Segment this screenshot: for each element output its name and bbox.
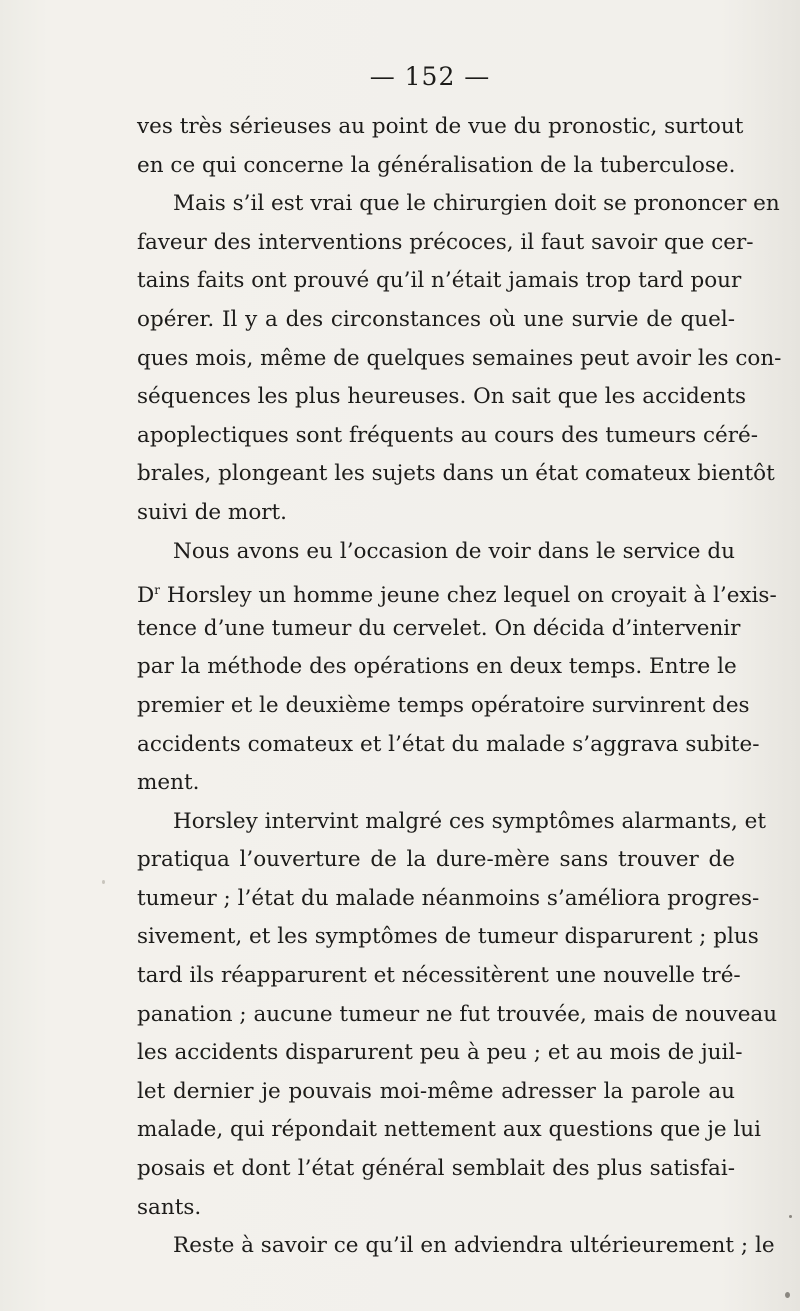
text-line-rest: Horsley un homme jeune chez lequel on croyait à l’exis- (166, 583, 777, 609)
text-line: Nous avons eu l’occasion de voir dans le service du (173, 538, 735, 564)
text-line: tard ils réapparurent et nécessitèrent une nouvelle tré- (137, 963, 741, 989)
text-line: sivement, et les symptômes de tumeur disparurent ; plus (137, 924, 759, 950)
text-line (137, 571, 777, 610)
text-line: Mais s’il est vrai que le chirurgien doit se prononcer en (173, 191, 780, 217)
text-line: séquences les plus heureuses. On sait que les accidents (137, 384, 747, 410)
paper-speck (785, 1292, 790, 1298)
text-line: les accidents disparurent peu à peu ; et au mois de juil- (137, 1040, 743, 1066)
text-line: ves très sérieuses au point de vue du pronostic, surtout (137, 114, 744, 139)
page-number: — 152 — (369, 62, 491, 91)
text-line: tains faits ont prouvé qu’il n’était jamais trop tard pour (137, 268, 742, 294)
text-line: posais et dont l’état général semblait des plus satisfai- (137, 1156, 735, 1182)
paper-speck (789, 1215, 792, 1218)
text-line: let dernier je pouvais moi-même adresser la parole au (137, 1078, 735, 1104)
text-line: faveur des interventions précoces, il faut savoir que cer- (137, 229, 754, 255)
text-line: suivi de mort. (137, 499, 288, 525)
text-line: panation ; aucune tumeur ne fut trouvée, mais de nouveau (137, 1001, 778, 1027)
text-line: accidents comateux et l’état du malade s’aggrava subite- (137, 731, 760, 757)
text-line: Reste à savoir ce qu’il en adviendra ultérieurement ; le (173, 1233, 775, 1259)
text-line: tence d’une tumeur du cervelet. On décida d’intervenir (137, 615, 741, 641)
text-line: pratiqua l’ouverture de la dure-mère sans trouver de (137, 847, 735, 873)
text-line: sants. (137, 1194, 202, 1220)
text-line: brales, plongeant les sujets dans un état comateux bientôt (137, 461, 775, 487)
text-line: en ce qui concerne la généralisation de la tuberculose. (137, 152, 736, 178)
text-line: ment. (137, 770, 200, 796)
body-text (137, 108, 782, 1266)
text-line: par la méthode des opérations en deux temps. Entre le (137, 654, 737, 680)
text-line: premier et le deuxième temps opératoire survinrent des (137, 692, 750, 718)
doctor-abbrev-sup: r (154, 583, 160, 598)
text-line: ques mois, même de quelques semaines peut avoir les con- (137, 345, 782, 371)
text-line: apoplectiques sont fréquents au cours des tumeurs céré- (137, 422, 759, 448)
text-line: opérer. Il y a des circonstances où une survie de quel- (137, 306, 735, 332)
text-line: tumeur ; l’état du malade néanmoins s’améliora progres- (137, 885, 760, 911)
text-line: Horsley intervint malgré ces symptômes alarmants, et (173, 808, 767, 834)
paper-speck (102, 880, 105, 884)
doctor-abbrev: D (137, 583, 155, 609)
text-line: malade, qui répondait nettement aux questions que je lui (137, 1117, 762, 1143)
